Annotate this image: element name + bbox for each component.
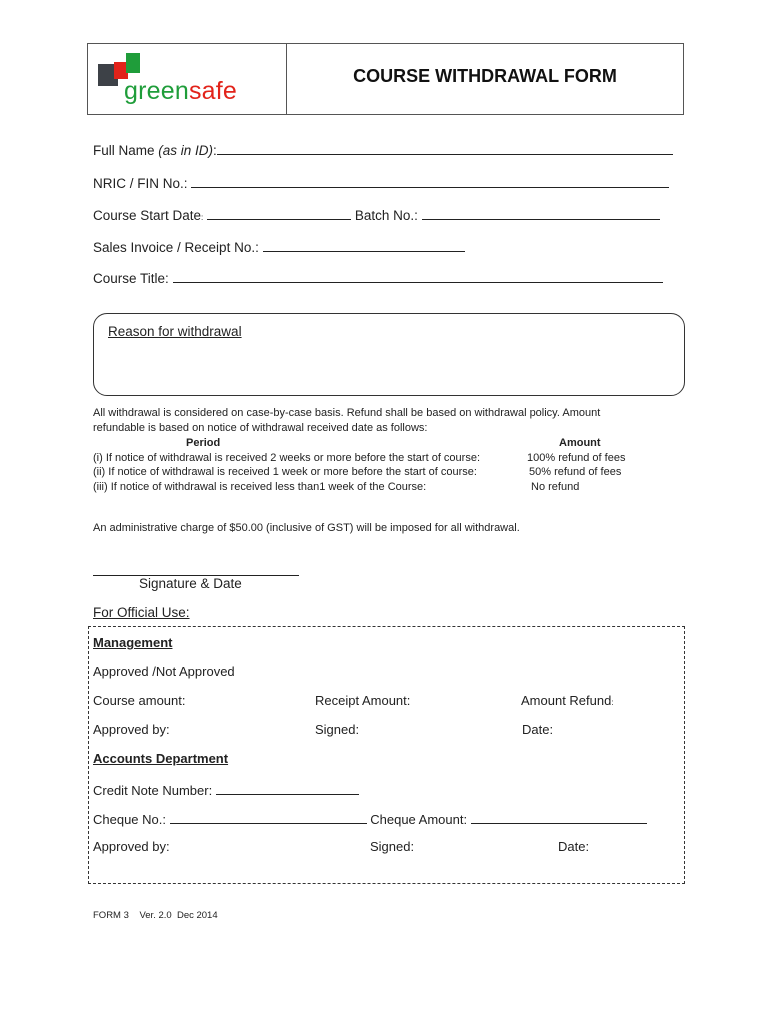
policy-row-period: (ii) If notice of withdrawal is received 1 week or more before the start of course: bbox=[93, 466, 477, 478]
policy-row-period: (iii) If notice of withdrawal is received less than1 week of the Course: bbox=[93, 481, 427, 493]
accounts-heading: Accounts Department bbox=[93, 751, 229, 766]
approved-by-label: Approved by: bbox=[93, 722, 170, 737]
cheque-field[interactable] bbox=[93, 810, 647, 827]
amount-refund-label: Amount Refund: bbox=[521, 693, 614, 708]
course-amount-label: Course amount: bbox=[93, 693, 186, 708]
nric-line[interactable] bbox=[191, 174, 669, 188]
policy-row-amount: No refund bbox=[531, 481, 580, 493]
date-label: Date: bbox=[558, 839, 590, 854]
reason-label: Reason for withdrawal bbox=[108, 324, 242, 339]
credit-note-line[interactable] bbox=[216, 781, 359, 795]
course-title-line[interactable] bbox=[173, 269, 663, 283]
course-title-field[interactable] bbox=[93, 269, 663, 286]
amount-header: Amount bbox=[559, 437, 601, 449]
receipt-amount-label: Receipt Amount: bbox=[315, 693, 411, 708]
amount-refund-text: Amount Refund bbox=[521, 693, 612, 708]
policy-intro-line2: refundable is based on notice of withdrawal received date as follows: bbox=[93, 422, 428, 434]
form-title: COURSE WITHDRAWAL FORM bbox=[353, 66, 617, 86]
course-title-label: Course Title: bbox=[93, 271, 169, 286]
period-header: Period bbox=[186, 437, 221, 449]
date-label: Date: bbox=[522, 722, 554, 737]
signed-label: Signed: bbox=[315, 722, 360, 737]
cheque-no-line[interactable] bbox=[170, 810, 367, 824]
cheque-amount-label: Cheque Amount: bbox=[370, 812, 468, 827]
approval-status: Approved /Not Approved bbox=[93, 664, 235, 679]
invoice-field[interactable] bbox=[93, 238, 465, 255]
full-name-hint: (as in ID) bbox=[158, 143, 214, 158]
course-start-field[interactable]: Course Start Date: Batch No.: bbox=[93, 206, 660, 223]
approved-by-label: Approved by: bbox=[93, 839, 170, 854]
form-number: FORM 3 bbox=[93, 910, 129, 921]
course-start-label: Course Start Date bbox=[93, 208, 202, 223]
cheque-no-label: Cheque No.: bbox=[93, 812, 166, 827]
management-heading: Management bbox=[93, 635, 173, 650]
signature-label: Signature & Date bbox=[139, 576, 242, 591]
invoice-label: Sales Invoice / Receipt No.: bbox=[93, 240, 259, 255]
nric-label: NRIC / FIN No.: bbox=[93, 176, 188, 191]
full-name-field[interactable]: Full Name (as in ID): bbox=[93, 141, 673, 158]
form-footer bbox=[93, 910, 218, 921]
form-version: Ver. 2.0 Dec 2014 bbox=[139, 910, 218, 921]
nric-field[interactable] bbox=[93, 174, 669, 191]
logo-wordmark bbox=[124, 77, 237, 106]
full-name-line[interactable] bbox=[217, 141, 673, 155]
policy-row-amount: 50% refund of fees bbox=[529, 466, 622, 478]
signed-label: Signed: bbox=[370, 839, 415, 854]
logo-word-green: green bbox=[124, 77, 189, 105]
invoice-line[interactable] bbox=[263, 238, 465, 252]
greensafe-logo bbox=[96, 49, 246, 109]
reason-box[interactable] bbox=[93, 313, 685, 396]
admin-charge-note: An administrative charge of $50.00 (inclusive of GST) will be imposed for all withdrawal. bbox=[93, 522, 520, 534]
form-header bbox=[87, 43, 684, 115]
batch-line[interactable] bbox=[422, 206, 660, 220]
policy-row-amount: 100% refund of fees bbox=[527, 452, 626, 464]
cheque-amount-line[interactable] bbox=[471, 810, 647, 824]
policy-row-period: (i) If notice of withdrawal is received 2 weeks or more before the start of course: bbox=[93, 452, 480, 464]
full-name-label: Full Name bbox=[93, 143, 155, 158]
credit-note-label: Credit Note Number: bbox=[93, 783, 213, 798]
credit-note-field[interactable] bbox=[93, 781, 359, 798]
course-start-line[interactable] bbox=[207, 206, 351, 220]
logo-word-red: safe bbox=[188, 77, 238, 105]
batch-label: Batch No.: bbox=[354, 208, 418, 223]
policy-intro-line1: All withdrawal is considered on case-by-case basis. Refund shall be based on withdrawal policy. Amount bbox=[93, 407, 601, 419]
official-use-heading: For Official Use: bbox=[93, 605, 190, 620]
